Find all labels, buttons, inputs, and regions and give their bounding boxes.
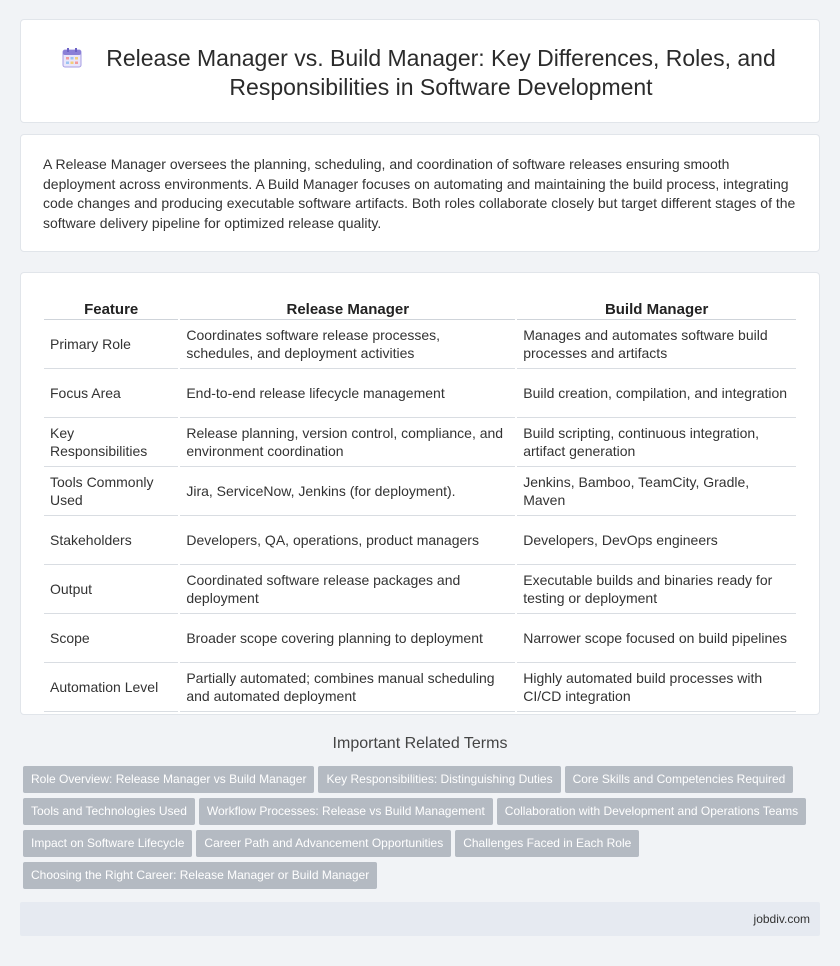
feature-cell: Scope [44,614,178,663]
table-row [44,369,796,418]
release-manager-cell: Developers, QA, operations, product managers [180,516,515,565]
related-term-tag[interactable]: Workflow Processes: Release vs Build Management [199,798,493,825]
related-terms-list [23,766,823,894]
feature-cell: Automation Level [44,663,178,712]
related-terms-title: Important Related Terms [332,735,508,752]
build-manager-cell: Jenkins, Bamboo, TeamCity, Gradle, Maven [517,467,796,516]
footer [20,902,820,936]
build-manager-cell: Developers, DevOps engineers [517,516,796,565]
column-header-release-manager: Release Manager [180,293,515,320]
build-manager-cell: Build creation, compilation, and integration [517,369,796,418]
release-manager-cell: Broader scope covering planning to deployment [180,614,515,663]
related-term-tag[interactable]: Key Responsibilities: Distinguishing Duties [318,766,560,793]
table-row [44,614,796,663]
table-row [44,418,796,467]
comparison-table [42,293,798,712]
intro-card [20,134,820,252]
release-manager-cell: Jira, ServiceNow, Jenkins (for deployment). [180,467,515,516]
related-term-tag[interactable]: Collaboration with Development and Operations Teams [497,798,806,825]
related-term-tag[interactable]: Career Path and Advancement Opportunities [196,830,451,857]
release-manager-cell: Coordinated software release packages and deployment [180,565,515,614]
table-row [44,565,796,614]
build-manager-cell: Narrower scope focused on build pipelines [517,614,796,663]
release-manager-cell: Coordinates software release processes, schedules, and deployment activities [180,320,515,369]
title-card [20,19,820,123]
intro-text: A Release Manager oversees the planning, scheduling, and coordination of software releases ensuring smooth deployment across environments. A Build Manager focuses on automating and maintaining the build process, integrating code changes and producing executable software artifacts. Both roles collaborate closely but target different stages of the software delivery pipeline for optimized release quality. [43,156,796,231]
feature-cell: Key Responsibilities [44,418,178,467]
build-manager-cell: Highly automated build processes with CI/CD integration [517,663,796,712]
related-term-tag[interactable]: Role Overview: Release Manager vs Build Manager [23,766,314,793]
release-manager-cell: End-to-end release lifecycle management [180,369,515,418]
build-manager-cell: Build scripting, continuous integration, artifact generation [517,418,796,467]
feature-cell: Focus Area [44,369,178,418]
build-manager-cell: Manages and automates software build processes and artifacts [517,320,796,369]
related-term-tag[interactable]: Core Skills and Competencies Required [565,766,794,793]
build-manager-cell: Executable builds and binaries ready for testing or deployment [517,565,796,614]
table-row [44,516,796,565]
release-manager-cell: Partially automated; combines manual scheduling and automated deployment [180,663,515,712]
column-header-build-manager: Build Manager [517,293,796,320]
related-term-tag[interactable]: Choosing the Right Career: Release Manager or Build Manager [23,862,377,889]
column-header-feature: Feature [44,293,178,320]
table-row [44,663,796,712]
footer-site-link[interactable]: jobdiv.com [753,912,810,926]
comparison-table-card [20,272,820,715]
table-row [44,467,796,516]
related-term-tag[interactable]: Challenges Faced in Each Role [455,830,639,857]
release-manager-cell: Release planning, version control, compliance, and environment coordination [180,418,515,467]
table-header-row [44,293,796,320]
feature-cell: Stakeholders [44,516,178,565]
feature-cell: Tools Commonly Used [44,467,178,516]
page-title: Release Manager vs. Build Manager: Key Differences, Roles, and Responsibilities in Software Development [106,45,776,100]
feature-cell: Primary Role [44,320,178,369]
table-row [44,320,796,369]
related-term-tag[interactable]: Impact on Software Lifecycle [23,830,192,857]
feature-cell: Output [44,565,178,614]
related-term-tag[interactable]: Tools and Technologies Used [23,798,195,825]
